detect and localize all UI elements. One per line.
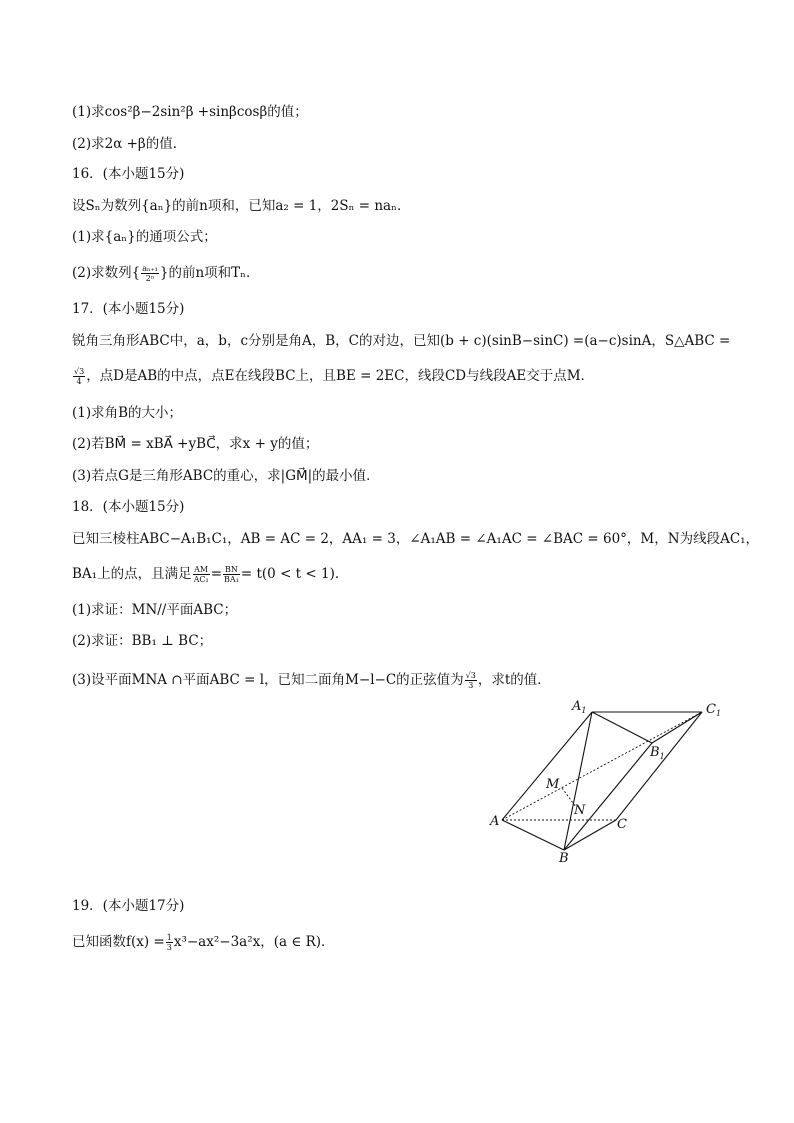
p16-part2 <box>72 263 260 283</box>
p18-sine-fraction <box>465 671 477 690</box>
frac-denominator: 4 <box>76 377 82 386</box>
p18-part1: (1)求证：MN//平面ABC； <box>72 602 238 618</box>
p19-fraction <box>166 933 173 952</box>
p17-header: 17．(本小题15分) <box>72 301 185 317</box>
p18-part2: (2)求证：BB₁ ⊥ BC； <box>72 633 213 649</box>
edge-C-C1 <box>616 712 702 820</box>
p17-part1: (1)求角B的大小； <box>72 405 183 421</box>
frac-numerator: √3 <box>74 367 85 376</box>
label-B1: $B_1$ <box>650 745 665 761</box>
p18-stem-line2-text-a: BA₁上的点，且满足 <box>72 566 192 582</box>
frac-denominator: BA₁ <box>224 575 239 584</box>
p17-stem-line2-text: ，点D是AB的中点，点E在线段BC上，且BE = 2EC，线段CD与线段AE交于点M． <box>86 368 595 384</box>
p19-stem-text-a: 已知函数f(x) = <box>72 934 165 950</box>
p15-part2: (2)求2α +β的值． <box>72 136 187 152</box>
label-C: C <box>617 817 627 832</box>
p18-header: 18．(本小题15分) <box>72 499 185 515</box>
label-M: M <box>546 777 560 792</box>
label-A1: $A_1$ <box>572 699 587 715</box>
p18-fraction-am <box>193 565 210 584</box>
edge-A1-B <box>564 712 592 850</box>
label-N: N <box>574 803 586 818</box>
edge-A-B <box>502 820 564 850</box>
p18-stem-line2-text-b: = t(0 < t < 1)． <box>240 566 349 582</box>
label-B: B <box>559 851 569 866</box>
p19-header: 19．(本小题17分) <box>72 898 185 914</box>
frac-denominator: 3 <box>468 681 474 690</box>
edge-B1-C1 <box>652 712 702 743</box>
label-A: A <box>490 814 500 829</box>
edge-B-B1 <box>564 743 652 850</box>
p16-stem: 设Sₙ为数列{aₙ}的前n项和，已知a₂ = 1，2Sₙ = naₙ． <box>72 198 411 214</box>
p16-part2-text-a: (2)求数列{ <box>72 265 141 281</box>
p16-part2-text-b: }的前n项和Tₙ． <box>159 265 260 281</box>
p18-stem-line1: 已知三棱柱ABC−A₁B₁C₁，AB = AC = 2，AA₁ = 3，∠A₁AB = ∠A₁AC = ∠BAC = 60°，M，N为线段AC₁， <box>72 531 760 547</box>
p19-stem <box>72 932 335 952</box>
frac-numerator: aₙ₊₁ <box>142 264 158 273</box>
edge-A1-B1 <box>592 712 652 743</box>
p18-equals: = <box>210 566 223 582</box>
p18-fraction-bn <box>223 565 240 584</box>
p16-fraction <box>141 264 159 283</box>
p18-part3 <box>72 670 551 690</box>
p18-part3-text-b: ，求t的值． <box>477 672 551 688</box>
prism-figure <box>486 694 726 866</box>
p16-part1: (1)求{aₙ}的通项公式； <box>72 229 217 245</box>
p17-area-fraction <box>73 367 85 386</box>
frac-denominator: 3 <box>166 943 172 952</box>
p17-stem-line2 <box>72 366 594 386</box>
label-C1: $C_1$ <box>706 702 722 718</box>
p16-header: 16．(本小题15分) <box>72 166 185 182</box>
p15-part1: (1)求cos²β−2sin²β +sinβcosβ的值； <box>72 104 308 120</box>
frac-numerator: √3 <box>465 671 476 680</box>
p18-part3-text-a: (3)设平面MNA ∩平面ABC = l，已知二面角M−l−C的正弦值为 <box>72 672 464 688</box>
p17-part3: (3)若点G是三角形ABC的重心，求|GM⃗|的最小值． <box>72 468 380 484</box>
frac-numerator: BN <box>225 565 238 574</box>
p17-part2: (2)若BM⃗ = xBA⃗ +yBC⃗，求x + y的值； <box>72 436 319 452</box>
p19-stem-text-b: x³−ax²−3a²x，(a ∈ R)． <box>173 934 335 950</box>
prism-diagram <box>486 694 726 866</box>
frac-numerator: 1 <box>166 933 172 942</box>
p17-stem-line1: 锐角三角形ABC中，a，b，c分别是角A，B，C的对边，已知(b + c)(sinB−sinC) =(a−c)sinA，S△ABC = <box>72 333 731 349</box>
p18-stem-line2 <box>72 564 348 584</box>
edge-B-C <box>564 820 616 850</box>
frac-denominator: AC₁ <box>193 575 209 584</box>
frac-denominator: 2ⁿ <box>145 274 155 283</box>
frac-numerator: AM <box>194 565 209 574</box>
